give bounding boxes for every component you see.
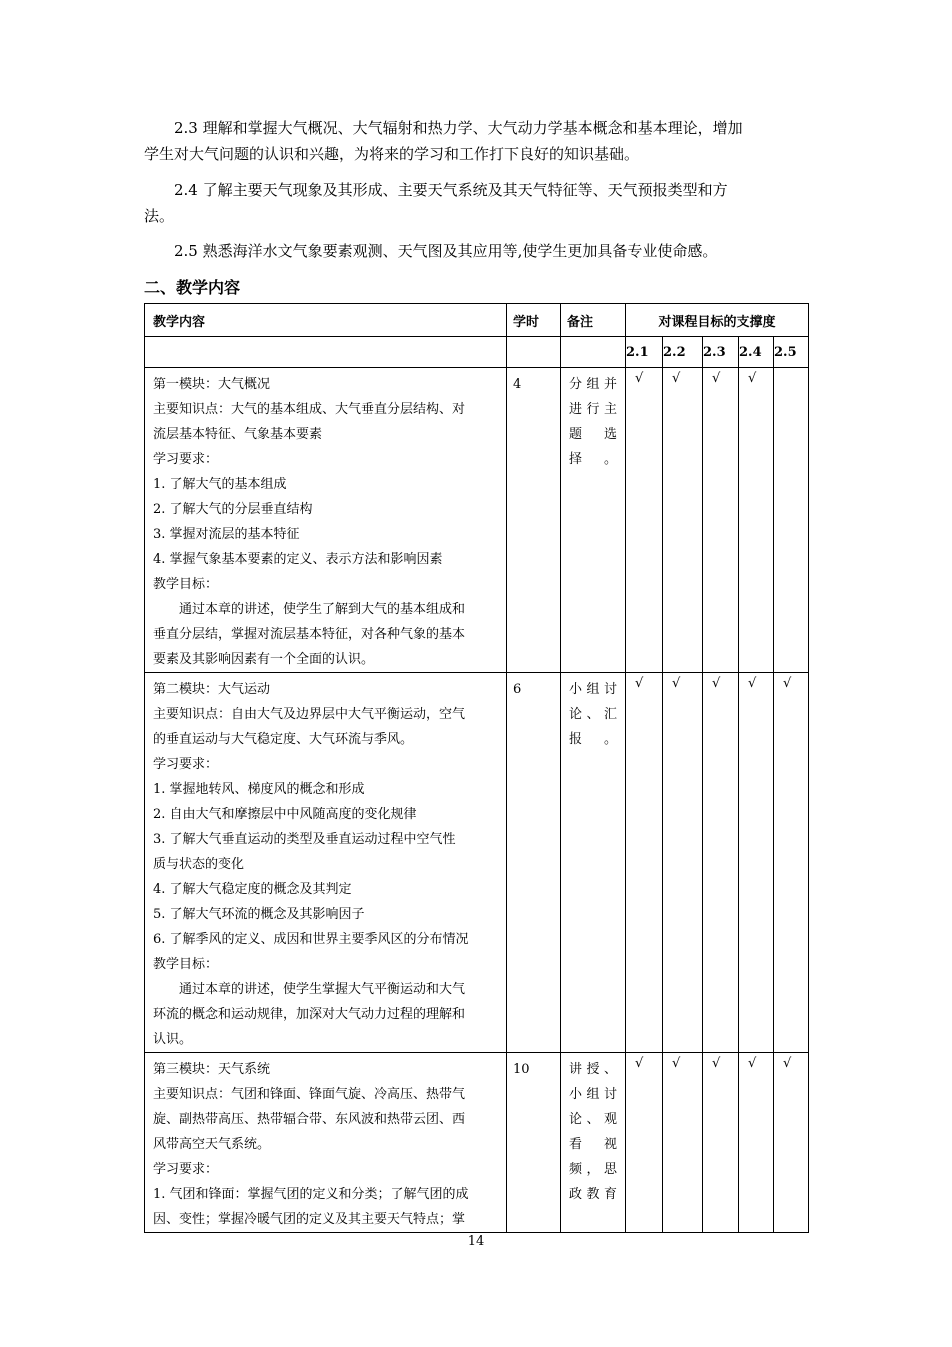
objective-code: 2.4 [739, 337, 774, 368]
section-heading: 二、教学内容 [144, 278, 241, 297]
check-cell: √ [626, 1053, 663, 1233]
check-cell: √ [663, 1053, 703, 1233]
content-line: 教学目标： [153, 577, 219, 592]
note-cell [561, 1053, 626, 1233]
check-cell: √ [703, 368, 739, 673]
module-content [145, 1053, 507, 1233]
check-cell: √ [626, 673, 663, 1053]
table-row [145, 673, 809, 1053]
objective-2-4: 2.4 了解主要天气现象及其形成、主要天气系统及其天气特征等、天气预报类型和方 法。 [144, 181, 728, 225]
content-line: 3. 了解大气垂直运动的类型及垂直运动过程中空气性 [153, 832, 456, 847]
teaching-content-table [144, 303, 809, 1233]
check-cell: √ [739, 368, 774, 673]
module-title: 第一模块：大气概况 [153, 377, 271, 392]
empty-cell [507, 337, 561, 368]
note-line: 进行主 [569, 402, 617, 417]
note-line: 报。 [569, 732, 617, 747]
header-hours: 学时 [507, 304, 561, 337]
content-line: 主要知识点：气团和锋面、锋面气旋、冷高压、热带气 [153, 1087, 466, 1102]
note-line: 分组并 [569, 377, 617, 392]
table-row [145, 1053, 809, 1233]
objective-code: 2.5 [774, 337, 809, 368]
module-title: 第三模块：天气系统 [153, 1062, 271, 1077]
content-line: 通过本章的讲述，使学生了解到大气的基本组成和 [179, 602, 466, 617]
content-line: 主要知识点：自由大气及边界层中大气平衡运动，空气 [153, 707, 466, 722]
objective-code: 2.3 [703, 337, 739, 368]
note-line: 小组讨 [569, 1087, 617, 1102]
hours-cell: 4 [507, 368, 561, 673]
content-line: 6. 了解季风的定义、成因和世界主要季风区的分布情况 [153, 932, 469, 947]
objective-code: 2.1 [626, 337, 663, 368]
hours-cell: 6 [507, 673, 561, 1053]
check-cell: √ [739, 673, 774, 1053]
header-support: 对课程目标的支撑度 [626, 304, 809, 337]
note-line: 政教育 [569, 1187, 617, 1202]
content-line: 通过本章的讲述，使学生掌握大气平衡运动和大气 [179, 982, 466, 997]
check-cell: √ [626, 368, 663, 673]
check-cell: √ [739, 1053, 774, 1233]
table-header-row [145, 304, 809, 337]
header-note: 备注 [561, 304, 626, 337]
content-line: 因、变性；掌握冷暖气团的定义及其主要天气特点；掌 [153, 1212, 466, 1227]
hours-cell: 10 [507, 1053, 561, 1233]
note-line: 看 视 [569, 1137, 617, 1152]
note-line: 论、汇 [569, 707, 617, 722]
content-line: 旋、副热带高压、热带辐合带、东风波和热带云团、西 [153, 1112, 466, 1127]
content-line: 3. 掌握对流层的基本特征 [153, 527, 300, 542]
content-line: 1. 了解大气的基本组成 [153, 477, 287, 492]
content-line: 主要知识点：大气的基本组成、大气垂直分层结构、对 [153, 402, 466, 417]
check-cell: √ [703, 1053, 739, 1233]
page-number: 14 [467, 1234, 485, 1249]
content-line: 2. 了解大气的分层垂直结构 [153, 502, 313, 517]
check-cell: √ [774, 673, 809, 1053]
note-line: 小组讨 [569, 682, 617, 697]
empty-cell [145, 337, 507, 368]
content-line: 的垂直运动与大气稳定度、大气环流与季风。 [153, 732, 414, 747]
content-line: 认识。 [153, 1032, 193, 1047]
note-line: 频，思 [569, 1162, 617, 1177]
content-line: 1. 气团和锋面：掌握气团的定义和分类；了解气团的成 [153, 1187, 469, 1202]
check-cell: √ [663, 368, 703, 673]
objective-2-3: 2.3 理解和掌握大气概况、大气辐射和热力学、大气动力学基本概念和基本理论，增加 学生对大气问题的认识和兴趣，为将来的学习和工作打下良好的知识基础。 [144, 119, 743, 163]
module-title: 第二模块：大气运动 [153, 682, 271, 697]
content-line: 学习要求： [153, 757, 219, 772]
content-line: 风带高空天气系统。 [153, 1137, 271, 1152]
check-cell [774, 368, 809, 673]
note-line: 论、观 [569, 1112, 617, 1127]
objective-code: 2.2 [663, 337, 703, 368]
content-line: 2. 自由大气和摩擦层中中风随高度的变化规律 [153, 807, 417, 822]
note-line: 讲授、 [569, 1062, 617, 1077]
content-line: 环流的概念和运动规律，加深对大气动力过程的理解和 [153, 1007, 466, 1022]
note-line: 题 选 [569, 427, 617, 442]
check-cell: √ [663, 673, 703, 1053]
header-content: 教学内容 [145, 304, 507, 337]
content-line: 要素及其影响因素有一个全面的认识。 [153, 652, 375, 667]
empty-cell [561, 337, 626, 368]
objective-2-5: 2.5 熟悉海洋水文气象要素观测、天气图及其应用等,使学生更加具备专业使命感。 [174, 242, 718, 260]
content-line: 质与状态的变化 [153, 857, 245, 872]
table-subheader-row [145, 337, 809, 368]
content-line: 学习要求： [153, 1162, 219, 1177]
content-line: 1. 掌握地转风、梯度风的概念和形成 [153, 782, 365, 797]
note-line: 择。 [569, 452, 617, 467]
content-line: 垂直分层结，掌握对流层基本特征，对各种气象的基本 [153, 627, 466, 642]
note-cell [561, 673, 626, 1053]
content-line: 教学目标： [153, 957, 219, 972]
content-line: 5. 了解大气环流的概念及其影响因子 [153, 907, 365, 922]
content-line: 4. 掌握气象基本要素的定义、表示方法和影响因素 [153, 552, 443, 567]
check-cell: √ [703, 673, 739, 1053]
content-line: 学习要求： [153, 452, 219, 467]
module-content [145, 368, 507, 673]
table-row [145, 368, 809, 673]
check-cell: √ [774, 1053, 809, 1233]
note-cell [561, 368, 626, 673]
module-content [145, 673, 507, 1053]
content-line: 流层基本特征、气象基本要素 [153, 427, 323, 442]
content-line: 4. 了解大气稳定度的概念及其判定 [153, 882, 352, 897]
